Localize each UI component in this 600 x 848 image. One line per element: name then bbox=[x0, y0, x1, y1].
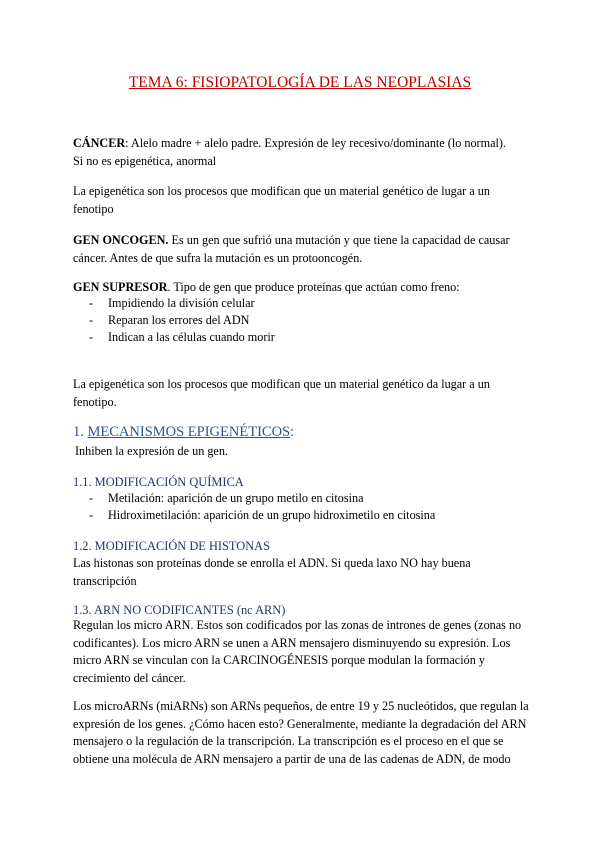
section-1-3-heading: 1.3. ARN NO CODIFICANTES (nc ARN) bbox=[73, 603, 286, 617]
oncogen-text-1: Es un gen que sufrió una mutación y que tiene la capacidad de causar bbox=[168, 233, 510, 247]
list-dash: - bbox=[89, 491, 94, 505]
section-1-3-line: Regulan los micro ARN. Estos son codificados por las zonas de intrones de genes (zonas no bbox=[73, 618, 522, 632]
list-item-text: Hidroximetilación: aparición de un grupo hidroximetilo en citosina bbox=[108, 508, 436, 522]
mirna-line: Los microARNs (miARNs) son ARNs pequeños, de entre 19 y 25 nucleótidos, que regulan la bbox=[73, 699, 529, 713]
section-1-3-line: micro ARN se vinculan con la CARCINOGÉNESIS porque modulan la formación y bbox=[73, 653, 485, 668]
cancer-text-2: Si no es epigenética, anormal bbox=[73, 153, 217, 168]
list-dash: - bbox=[89, 313, 94, 327]
epigenetics-paragraph-1 bbox=[73, 183, 533, 218]
oncogen-term: GEN ONCOGEN. bbox=[73, 233, 169, 247]
list-item bbox=[89, 490, 364, 507]
epigenetics-2-line-1: La epigenética son los procesos que modifican que un material genético da lugar a un bbox=[73, 377, 490, 391]
list-item-text: Reparan los errores del ADN bbox=[108, 313, 250, 327]
list-item bbox=[89, 295, 255, 312]
mirna-line: mensajero o la regulación de la transcripción. La transcripción es el proceso en el que se bbox=[73, 734, 504, 749]
section-1-2-paragraph bbox=[73, 555, 533, 590]
mirna-line: expresión de los genes. ¿Cómo hacen esto? Generalmente, mediante la degradación del ARN bbox=[73, 716, 527, 731]
section-1-colon: : bbox=[290, 424, 295, 440]
list-item-text: Metilación: aparición de un grupo metilo en citosina bbox=[108, 491, 364, 505]
list-dash: - bbox=[89, 508, 94, 522]
supresor-text-1: . Tipo de gen que produce proteínas que actúan como freno: bbox=[167, 280, 460, 294]
list-item bbox=[89, 329, 275, 346]
mirna-paragraph bbox=[73, 698, 533, 768]
section-1-2-line-2: transcripción bbox=[73, 573, 137, 588]
epigenetics-2-line-2: fenotipo. bbox=[73, 394, 117, 409]
cancer-text-1: : Alelo madre + alelo padre. Expresión de ley recesivo/dominante (lo normal). bbox=[125, 136, 506, 150]
section-1-title: MECANISMOS EPIGENÉTICOS bbox=[87, 424, 291, 440]
list-item bbox=[89, 312, 249, 329]
list-dash: - bbox=[89, 296, 94, 310]
supresor-paragraph bbox=[73, 279, 533, 297]
epigenetics-paragraph-2 bbox=[73, 376, 533, 411]
list-item-text: Impidiendo la división celular bbox=[108, 296, 255, 310]
supresor-term: GEN SUPRESOR bbox=[73, 280, 168, 294]
section-1-1-heading: 1.1. MODIFICACIÓN QUÍMICA bbox=[73, 475, 244, 489]
section-1-3-paragraph bbox=[73, 617, 533, 687]
list-dash: - bbox=[89, 330, 94, 344]
section-1-number: 1. bbox=[73, 424, 88, 440]
section-1-intro bbox=[75, 443, 535, 461]
list-item-text: Indican a las células cuando morir bbox=[108, 330, 275, 344]
section-1-2-heading: 1.2. MODIFICACIÓN DE HISTONAS bbox=[73, 539, 270, 553]
section-1-2-line-1: Las histonas son proteínas donde se enrolla el ADN. Si queda laxo NO hay buena bbox=[73, 556, 471, 570]
section-1-intro-text: Inhiben la expresión de un gen. bbox=[75, 444, 228, 458]
epigenetics-1-line-2: fenotipo bbox=[73, 201, 114, 216]
cancer-paragraph bbox=[73, 135, 533, 170]
section-1-3-line: crecimiento del cáncer. bbox=[73, 670, 186, 685]
mirna-line: obtiene una molécula de ARN mensajero a partir de una de las cadenas de ADN, de modo bbox=[73, 751, 511, 766]
oncogen-paragraph bbox=[73, 232, 533, 267]
cancer-term: CÁNCER bbox=[73, 136, 126, 150]
list-item bbox=[89, 507, 435, 524]
oncogen-text-2: cáncer. Antes de que sufra la mutación es un protooncogén. bbox=[73, 250, 363, 265]
page-title: TEMA 6: FISIOPATOLOGÍA DE LAS NEOPLASIAS bbox=[128, 74, 472, 91]
epigenetics-1-line-1: La epigenética son los procesos que modifican que un material genético de lugar a un bbox=[73, 184, 490, 198]
section-1-3-line: codificantes). Los micro ARN se unen a ARN mensajero disminuyendo su expresión. Los bbox=[73, 635, 511, 650]
section-1-heading bbox=[73, 424, 294, 441]
